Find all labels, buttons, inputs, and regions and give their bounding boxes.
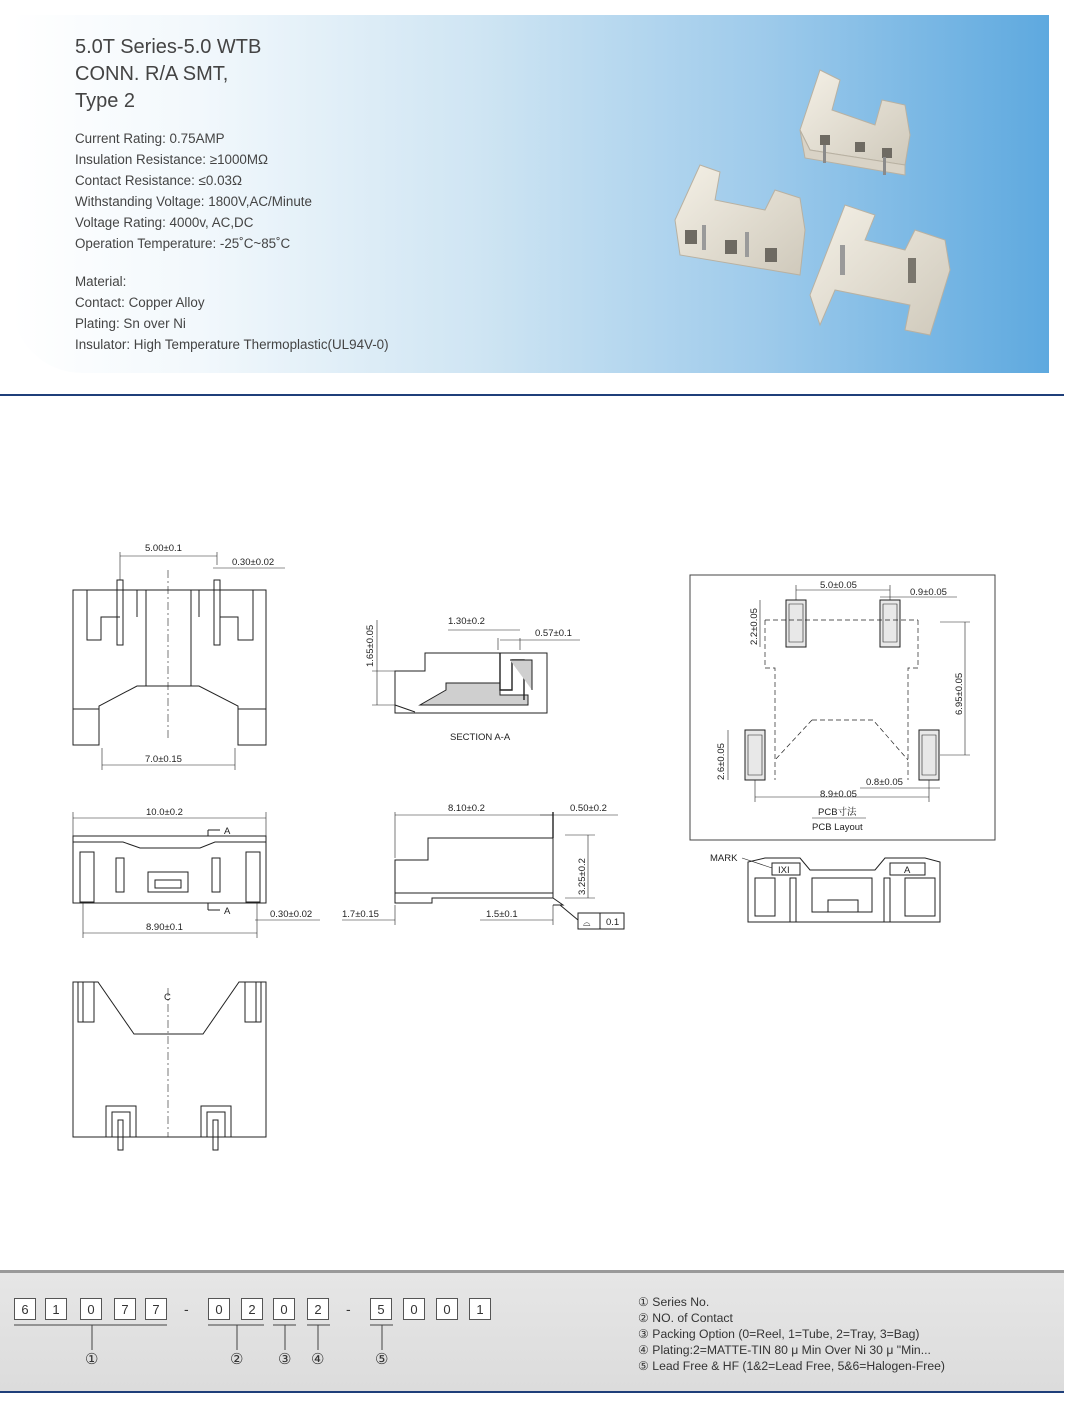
pn-marker-5: ⑤ <box>375 1350 389 1368</box>
dim-section-d2: 0.57±0.1 <box>535 628 572 639</box>
dim-pcb-pad-w-bottom: 0.8±0.05 <box>866 777 903 788</box>
legend-contacts: ② NO. of Contact <box>638 1311 733 1325</box>
section-label: SECTION A-A <box>450 732 511 743</box>
pn-dash: - <box>346 1301 351 1317</box>
title-line: Type 2 <box>75 90 136 112</box>
pn-digit: 7 <box>114 1298 136 1320</box>
pn-marker-3: ③ <box>278 1350 292 1368</box>
pn-marker-1: ① <box>85 1350 99 1368</box>
legend-series: ① Series No. <box>638 1295 710 1309</box>
legend-packing: ③ Packing Option (0=Reel, 1=Tube, 2=Tray, 3=Bag) <box>638 1327 920 1341</box>
a-marker: A <box>904 865 911 876</box>
legend-leadfree: ⑤ Lead Free & HF (1&2=Lead Free, 5&6=Halogen-Free) <box>638 1359 945 1373</box>
dim-pcb-span: 6.95±0.05 <box>954 672 965 715</box>
cut-marker-top: A <box>224 826 231 837</box>
front-view-drawing <box>73 552 285 770</box>
dim-section-height: 1.65±0.05 <box>365 624 376 667</box>
pcb-label-en: PCB Layout <box>812 822 863 833</box>
material-heading: Material: <box>75 274 127 289</box>
pn-digit: 5 <box>370 1298 392 1320</box>
dim-pcb-pad-h-bottom: 2.6±0.05 <box>716 743 727 780</box>
dim-pcb-pitch: 5.0±0.05 <box>820 580 857 591</box>
title-line: CONN. R/A SMT, <box>75 63 229 85</box>
pcb-label-cn: PCB寸法 <box>818 807 857 818</box>
pn-digit: 6 <box>14 1298 36 1320</box>
spec-insulation-resistance: Insulation Resistance: ≥1000MΩ <box>75 152 269 167</box>
pn-digit: 1 <box>469 1298 491 1320</box>
dim-section-d1: 1.30±0.2 <box>448 616 485 627</box>
dim-top-pin: 0.30±0.02 <box>270 909 313 920</box>
legend-plating: ④ Plating:2=MATTE-TIN 80 μ Min Over Ni 30 μ "Min... <box>638 1343 931 1357</box>
dim-front-width: 7.0±0.15 <box>145 754 182 765</box>
spec-contact-resistance: Contact Resistance: ≤0.03Ω <box>75 173 242 188</box>
material-contact: Contact: Copper Alloy <box>75 295 205 310</box>
pin1-marker: IXI <box>778 865 790 876</box>
pn-digit: 0 <box>80 1298 102 1320</box>
pn-connectors <box>0 1320 520 1355</box>
pn-dash: - <box>184 1301 189 1317</box>
pn-digit: 0 <box>403 1298 425 1320</box>
spec-voltage-rating: Voltage Rating: 4000v, AC,DC <box>75 215 254 230</box>
pn-digit: 0 <box>436 1298 458 1320</box>
title-line: 5.0T Series-5.0 WTB <box>75 36 262 58</box>
mark-label: MARK <box>710 853 738 864</box>
dim-front-pin-width: 0.30±0.02 <box>232 557 275 568</box>
part-number-legend <box>638 1294 945 1374</box>
dim-side-pad: 1.5±0.1 <box>486 909 518 920</box>
material-insulator: Insulator: High Temperature Thermoplastic(UL94V-0) <box>75 337 389 352</box>
pn-digit: 0 <box>208 1298 230 1320</box>
dim-front-pitch: 5.00±0.1 <box>145 543 182 554</box>
dim-pcb-pad-w: 0.9±0.05 <box>910 587 947 598</box>
pn-marker-4: ④ <box>311 1350 325 1368</box>
pn-digit: 1 <box>45 1298 67 1320</box>
pn-marker-2: ② <box>230 1350 244 1368</box>
spec-operation-temperature: Operation Temperature: -25˚C~85˚C <box>75 236 291 251</box>
dim-top-length: 10.0±0.2 <box>146 807 183 818</box>
tolerance-symbol: ⌓ <box>583 918 591 929</box>
dim-top-pitch: 8.90±0.1 <box>146 922 183 933</box>
dim-side-length: 8.10±0.2 <box>448 803 485 814</box>
pn-digit: 2 <box>241 1298 263 1320</box>
dim-side-foot: 1.7±0.15 <box>342 909 379 920</box>
pn-digit: 7 <box>145 1298 167 1320</box>
cut-marker-bottom: A <box>224 906 231 917</box>
dim-side-height: 3.25±0.2 <box>577 858 588 895</box>
material-plating: Plating: Sn over Ni <box>75 316 186 331</box>
pn-digit: 0 <box>273 1298 295 1320</box>
spec-withstanding-voltage: Withstanding Voltage: 1800V,AC/Minute <box>75 194 312 209</box>
centerline-marker: C <box>164 992 171 1003</box>
bottom-view-drawing <box>73 982 266 1150</box>
tolerance-value: 0.1 <box>606 917 620 928</box>
dim-pcb-pad-h-top: 2.2±0.05 <box>749 608 760 645</box>
spec-current-rating: Current Rating: 0.75AMP <box>75 131 225 146</box>
dim-side-tip: 0.50±0.2 <box>570 803 607 814</box>
dim-pcb-width: 8.9±0.05 <box>820 789 857 800</box>
pn-digit: 2 <box>307 1298 329 1320</box>
pcb-layout-drawing <box>690 575 995 840</box>
